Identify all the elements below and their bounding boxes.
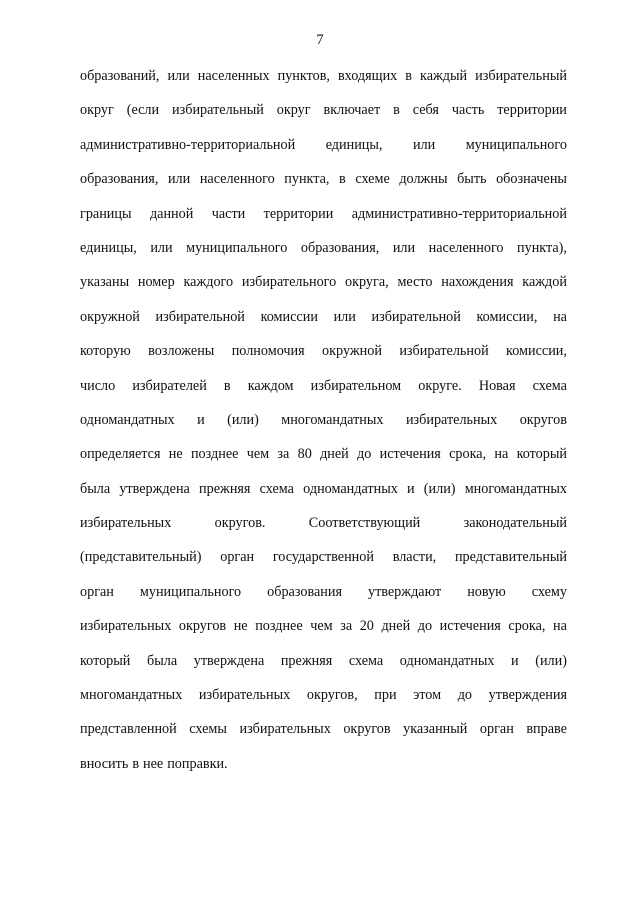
word: утверждения (488, 687, 567, 704)
text-line (80, 582, 567, 616)
body-text (80, 66, 567, 788)
word: дней (320, 446, 349, 463)
word: нее (143, 755, 164, 772)
text-line (80, 169, 567, 203)
word: схему (531, 583, 567, 600)
word: в (393, 102, 400, 119)
word: входящих (337, 68, 398, 84)
text-line (80, 479, 567, 513)
word: образования, (300, 239, 380, 256)
word: Соответствующий (308, 515, 421, 532)
word: до (457, 687, 473, 704)
word: за (340, 618, 353, 635)
word: окружной (80, 308, 140, 325)
word: быть (457, 171, 487, 188)
word: дней (381, 618, 411, 635)
word: территории (497, 102, 567, 119)
word: чем (246, 446, 270, 463)
word: число (80, 377, 116, 394)
word: округов, (306, 687, 358, 704)
text-line (80, 66, 567, 100)
word: пункта, (284, 171, 330, 188)
word: многомандатных (281, 411, 384, 428)
word: образования (267, 583, 342, 600)
word: одномандатных (399, 652, 495, 669)
word: орган (479, 721, 514, 738)
word: или (333, 308, 356, 325)
word: округ (276, 102, 311, 119)
word: схемы (189, 721, 227, 738)
word: (если (126, 102, 160, 119)
word: позднее (190, 446, 239, 463)
word: в (405, 68, 412, 84)
word: округе. (418, 377, 462, 394)
word: схема (259, 480, 294, 497)
word: была (147, 652, 178, 669)
word: указаны (80, 274, 130, 291)
text-line (80, 307, 567, 341)
word: избирательного (241, 274, 337, 291)
word: данной (149, 205, 194, 222)
word: каждой (522, 274, 567, 291)
word: или (412, 136, 436, 153)
word: часть (451, 102, 485, 119)
word: схема (348, 652, 384, 669)
word: избирательном (310, 377, 402, 394)
word: в (132, 755, 140, 772)
word: или (392, 239, 416, 256)
word: границы (80, 205, 132, 222)
word: номер (137, 274, 175, 291)
text-line (80, 754, 567, 788)
word: части (211, 205, 246, 222)
word: была (80, 480, 111, 497)
word: позднее (255, 618, 303, 635)
word: возложены (148, 343, 215, 360)
word: комиссии, (476, 308, 538, 325)
text-line (80, 719, 567, 753)
text-line (80, 616, 567, 650)
text-line (80, 376, 567, 410)
word: населенных (197, 68, 270, 84)
word: Новая (478, 377, 516, 394)
word: на (553, 618, 567, 635)
word: одномандатных (80, 411, 175, 428)
word: не (233, 618, 248, 635)
word: при (374, 687, 397, 704)
word: которую (80, 343, 131, 360)
word: схеме (355, 171, 390, 188)
word: административно-территориальной (80, 136, 296, 153)
word: включает (323, 102, 381, 119)
word: представительный (454, 549, 567, 566)
word: избирательной (155, 308, 245, 325)
text-line (80, 547, 567, 581)
text-line (80, 444, 567, 478)
word: не (168, 446, 183, 463)
word: власти, (392, 549, 437, 566)
word: пункта), (517, 239, 567, 256)
word: истечения (439, 618, 501, 635)
word: каждый (420, 68, 468, 84)
word: истечения (379, 446, 441, 463)
text-line (80, 685, 567, 719)
word: (представительный) (80, 549, 202, 566)
word: прежняя (199, 480, 251, 497)
word: одномандатных (303, 480, 398, 497)
word: должны (399, 171, 448, 188)
text-line (80, 238, 567, 272)
word: избирательных (405, 411, 498, 428)
word: обозначены (496, 171, 567, 188)
word: избирательных (198, 687, 291, 704)
word: избирательный (475, 68, 567, 84)
word: прежняя (280, 652, 333, 669)
word: представленной (80, 721, 177, 738)
word: избирательных (80, 618, 172, 635)
word: который (516, 446, 567, 463)
word: государственной (272, 549, 374, 566)
text-line (80, 513, 567, 547)
word: полномочия (231, 343, 305, 360)
text-line (80, 272, 567, 306)
word: новую (467, 583, 506, 600)
text-line (80, 341, 567, 375)
word: многомандатных (464, 480, 567, 497)
word: вправе (526, 721, 567, 738)
page-number: 7 (316, 32, 324, 48)
word: муниципального (139, 583, 242, 600)
word: орган (80, 583, 114, 600)
text-line (80, 410, 567, 444)
word: за (277, 446, 290, 463)
word: место (397, 274, 433, 291)
word: избирательный (172, 102, 264, 119)
word: населенного (428, 239, 504, 256)
word: каждого (183, 274, 234, 291)
word: чем (310, 618, 333, 635)
word: или (150, 239, 173, 256)
word: (или) (535, 652, 567, 669)
word: до (357, 446, 372, 463)
word: и (407, 480, 415, 497)
word: округа, (345, 274, 389, 291)
word: территории (263, 205, 334, 222)
word: (или) (423, 480, 456, 497)
word: в (339, 171, 346, 188)
word: комиссии (260, 308, 318, 325)
word: в (223, 377, 231, 394)
word: на (553, 308, 567, 325)
text-line (80, 651, 567, 685)
word: пунктов, (277, 68, 330, 84)
word: округов (178, 618, 227, 635)
word: округов (519, 411, 567, 428)
word: утверждают (367, 583, 442, 600)
word: каждом (247, 377, 294, 394)
word: схема (532, 377, 567, 394)
word: и (197, 411, 205, 428)
word: избирательной (371, 308, 461, 325)
word: орган (220, 549, 255, 566)
word: 20 (359, 618, 374, 635)
word: или (167, 68, 190, 84)
word: 80 (297, 446, 312, 463)
word: административно-территориальной (351, 205, 567, 222)
word: определяется (80, 446, 161, 463)
word: утверждена (119, 480, 190, 497)
word: комиссии, (506, 343, 567, 360)
word: поправки. (167, 755, 228, 772)
word: или (167, 171, 191, 188)
word: округов. (214, 515, 266, 532)
word: образований, (80, 68, 160, 84)
word: единицы, (325, 136, 383, 153)
text-line (80, 100, 567, 134)
word: избирательных (80, 515, 172, 532)
word: срока, (508, 618, 546, 635)
word: образования, (80, 171, 159, 188)
word: который (80, 652, 131, 669)
word: срока, (449, 446, 487, 463)
word: окружной (322, 343, 382, 360)
word: округ (80, 102, 114, 119)
word: избирательной (399, 343, 489, 360)
word: муниципального (465, 136, 567, 153)
word: законодательный (463, 515, 567, 532)
word: муниципального (186, 239, 288, 256)
word: вносить (80, 755, 129, 772)
word: избирателей (132, 377, 207, 394)
word: населенного (199, 171, 275, 188)
text-line (80, 204, 567, 238)
word: и (511, 652, 519, 669)
word: себя (412, 102, 439, 119)
word: многомандатных (80, 687, 183, 704)
word: этом (413, 687, 442, 704)
word: единицы, (80, 239, 137, 256)
text-line (80, 135, 567, 169)
word: округов (343, 721, 391, 738)
word: на (494, 446, 509, 463)
word: утверждена (193, 652, 265, 669)
word: избирательных (239, 721, 331, 738)
word: (или) (227, 411, 259, 428)
word: нахождения (441, 274, 514, 291)
word: указанный (403, 721, 468, 738)
word: до (417, 618, 433, 635)
